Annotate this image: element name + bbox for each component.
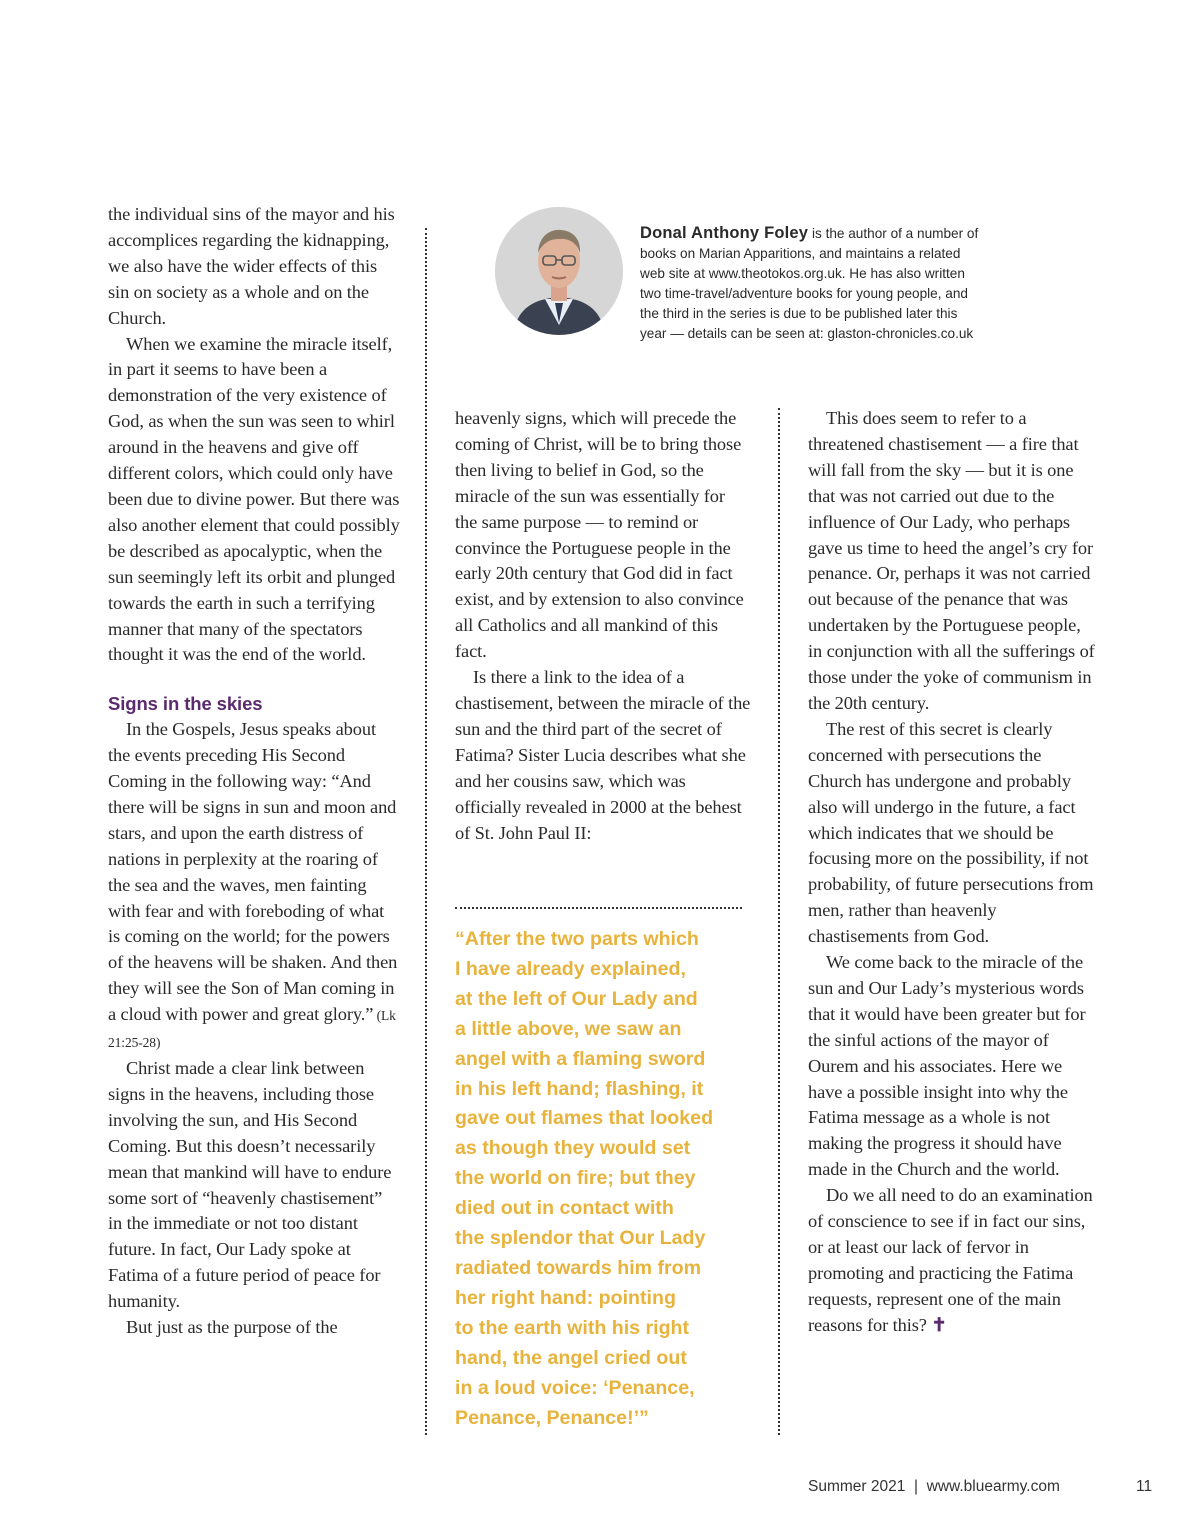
bio-line: year — details can be seen at: glaston-chronicles.co.uk bbox=[640, 326, 974, 341]
article-column-1 bbox=[108, 202, 400, 1341]
paragraph: The rest of this secret is clearly concerned with persecutions the Church has undergone and probably also will undergo in the future, a fact which indicates that we should be focusing more on the possibility, if not probability, of future persecutions from men, rather than heavenly chastisements from God. bbox=[808, 718, 1094, 947]
scripture-citation: (Lk 21:25-28) bbox=[108, 1008, 396, 1051]
issue-label: Summer 2021 bbox=[808, 1478, 906, 1495]
paragraph: But just as the purpose of the bbox=[126, 1317, 338, 1338]
quote-line: the world on fire; but they bbox=[455, 1167, 696, 1190]
cross-icon: ✝ bbox=[931, 1314, 947, 1335]
author-name: Donal Anthony Foley bbox=[640, 224, 809, 242]
quote-line: her right hand: pointing bbox=[455, 1286, 676, 1309]
gospel-quote-text: In the Gospels, Jesus speaks about the events preceding His Second Coming in the following way: “And there will be signs in sun and moon and stars, and upon the earth distress of nations in perplexity at the roaring of the sea and the waves, men fainting with fear and with foreboding of what is coming on the world; for the powers of the heavens will be shaken. And then they will see the Son of Man coming in a cloud with power and great glory.” bbox=[108, 719, 398, 1025]
section-heading: Signs in the skies bbox=[108, 693, 263, 715]
paragraph: This does seem to refer to a threatened chastisement — a fire that will fall from the sky — but it is one that was not carried out due to the influence of Our Lady, who perhaps gave us time to heed the angel’s cry for penance. Or, perhaps it was not carried out because of the penance that was undertaken by the Portuguese people, in conjunction with all the sufferings of those under the yoke of communism in the 20th century. bbox=[808, 408, 1095, 713]
quote-line: “After the two parts which bbox=[455, 928, 699, 950]
bio-line: books on Marian Apparitions, and maintains a related bbox=[640, 246, 961, 261]
quote-line: gave out flames that looked bbox=[455, 1107, 714, 1130]
article-column-2 bbox=[455, 406, 751, 846]
page-footer bbox=[808, 1478, 1060, 1496]
quote-line: in his left hand; flashing, it bbox=[455, 1077, 704, 1100]
paragraph: Christ made a clear link between signs in the heavens, including those involving the sun, and His Second Coming. But this doesn’t necessarily mean that mankind will have to endure some sort of “heavenly chastisement” in the immediate or not too distant future. In fact, Our Lady spoke at Fatima of a future period of peace for humanity. bbox=[108, 1058, 392, 1312]
paragraph: Is there a link to the idea of a chastisement, between the miracle of the sun and the third part of the secret of Fatima? Sister Lucia describes what she and her cousins saw, which was officially revealed in 2000 at the behest of St. John Paul II: bbox=[455, 667, 751, 843]
quote-divider bbox=[455, 907, 742, 909]
pull-quote bbox=[455, 925, 755, 1433]
paragraph: heavenly signs, which will precede the coming of Christ, will be to bring those then living to belief in God, so the miracle of the sun was essentially for the same purpose — to remind or convince the Portuguese people in the early 20th century that God did in fact exist, and by extension to also convince all Catholics and all mankind of this fact. bbox=[455, 408, 744, 662]
column-divider bbox=[778, 408, 780, 1435]
page-number: 11 bbox=[1136, 1478, 1153, 1495]
quote-line: I have already explained, bbox=[455, 957, 686, 980]
paragraph: the individual sins of the mayor and his accomplices regarding the kidnapping, we also have the wider effects of this sin on society as a whole and on the Church. bbox=[108, 204, 395, 328]
author-portrait-illustration bbox=[495, 207, 623, 335]
quote-line: at the left of Our Lady and bbox=[455, 987, 698, 1010]
quote-line: Penance, Penance!’” bbox=[455, 1406, 649, 1429]
quote-line: hand, the angel cried out bbox=[455, 1346, 687, 1369]
author-photo bbox=[495, 207, 623, 335]
quote-line: angel with a flaming sword bbox=[455, 1047, 706, 1070]
author-bio bbox=[640, 223, 1060, 344]
paragraph bbox=[808, 1183, 1098, 1338]
quote-line: in a loud voice: ‘Penance, bbox=[455, 1376, 695, 1399]
bio-line: two time-travel/adventure books for young people, and bbox=[640, 286, 968, 301]
quote-line: radiated towards him from bbox=[455, 1256, 702, 1279]
paragraph: When we examine the miracle itself, in part it seems to have been a demonstration of the very existence of God, as when the sun was seen to whirl around in the heavens and give off different colors, which could only have been due to divine power. But there was also another element that could possibly be described as apocalyptic, when the sun seemingly left its orbit and plunged towards the earth in such a terrifying manner that many of the spectators thought it was the end of the world. bbox=[108, 333, 400, 665]
bio-line: is the author of a number of bbox=[808, 226, 979, 241]
quote-line: as though they would set bbox=[455, 1137, 691, 1160]
bio-line: the third in the series is due to be published later this bbox=[640, 306, 958, 321]
column-divider bbox=[425, 228, 427, 1435]
closing-paragraph-text: Do we all need to do an examination of conscience to see if in fact our sins, or at least our lack of fervor in promoting and practicing the Fatima requests, represent one of the main reasons for this? bbox=[808, 1185, 1093, 1335]
paragraph: We come back to the miracle of the sun and Our Lady’s mysterious words that it would have been greater but for the sinful actions of the mayor of Ourem and his associates. Here we have a possible insight into why the Fatima message as a whole is not making the progress it should have made in the Church and the world. bbox=[808, 952, 1086, 1180]
footer-separator: | bbox=[913, 1478, 919, 1495]
article-column-3 bbox=[808, 406, 1098, 1339]
quote-line: died out in contact with bbox=[455, 1197, 674, 1220]
quote-line: to the earth with his right bbox=[455, 1316, 690, 1339]
paragraph bbox=[108, 717, 400, 1056]
website-link[interactable]: www.bluearmy.com bbox=[926, 1478, 1060, 1495]
quote-line: a little above, we saw an bbox=[455, 1017, 682, 1040]
bio-line: web site at www.theotokos.org.uk. He has also written bbox=[640, 266, 965, 281]
quote-line: the splendor that Our Lady bbox=[455, 1227, 706, 1250]
